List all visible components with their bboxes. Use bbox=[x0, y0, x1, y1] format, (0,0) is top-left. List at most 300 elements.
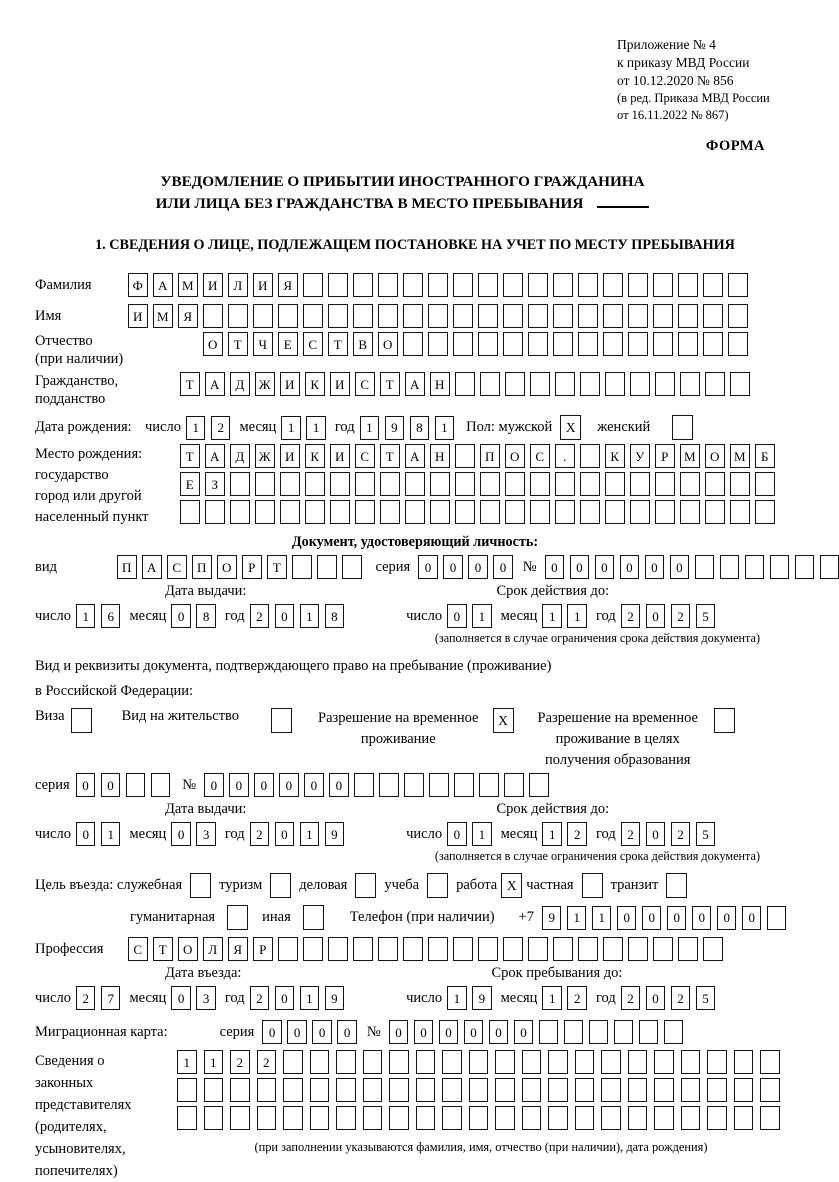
char-cell[interactable] bbox=[355, 500, 375, 524]
doc-kind-cells[interactable] bbox=[117, 555, 362, 579]
char-cell[interactable] bbox=[760, 1078, 780, 1102]
char-cell[interactable] bbox=[505, 472, 525, 496]
char-cell[interactable] bbox=[703, 937, 723, 961]
char-cell[interactable]: 2 bbox=[671, 986, 691, 1010]
doc-issue-day-cells[interactable] bbox=[76, 604, 121, 628]
char-cell[interactable] bbox=[553, 332, 573, 356]
char-cell[interactable]: О bbox=[217, 555, 237, 579]
char-cell[interactable] bbox=[126, 773, 146, 797]
char-cell[interactable]: 0 bbox=[742, 906, 762, 930]
char-cell[interactable] bbox=[503, 273, 523, 297]
char-cell[interactable]: 1 bbox=[186, 416, 206, 440]
char-cell[interactable]: 2 bbox=[250, 822, 270, 846]
checkbox-purpose-study[interactable] bbox=[427, 873, 448, 898]
char-cell[interactable] bbox=[442, 1106, 462, 1130]
char-cell[interactable] bbox=[180, 500, 200, 524]
char-cell[interactable]: 9 bbox=[325, 986, 345, 1010]
char-cell[interactable] bbox=[795, 555, 815, 579]
char-cell[interactable] bbox=[522, 1050, 542, 1074]
char-cell[interactable]: И bbox=[330, 444, 350, 468]
char-cell[interactable]: 1 bbox=[435, 416, 455, 440]
birthplace-cells-row3[interactable] bbox=[180, 500, 775, 524]
char-cell[interactable] bbox=[760, 1050, 780, 1074]
char-cell[interactable] bbox=[453, 332, 473, 356]
char-cell[interactable]: 1 bbox=[177, 1050, 197, 1074]
char-cell[interactable] bbox=[177, 1078, 197, 1102]
char-cell[interactable]: А bbox=[142, 555, 162, 579]
char-cell[interactable] bbox=[204, 1078, 224, 1102]
char-cell[interactable] bbox=[730, 372, 750, 396]
char-cell[interactable] bbox=[504, 773, 524, 797]
char-cell[interactable]: 0 bbox=[545, 555, 565, 579]
char-cell[interactable] bbox=[730, 472, 750, 496]
char-cell[interactable] bbox=[380, 500, 400, 524]
doc-issue-year-cells[interactable] bbox=[250, 604, 345, 628]
name-cells[interactable] bbox=[128, 304, 748, 328]
char-cell[interactable]: Р bbox=[253, 937, 273, 961]
char-cell[interactable]: 1 bbox=[101, 822, 121, 846]
char-cell[interactable] bbox=[820, 555, 839, 579]
char-cell[interactable]: 0 bbox=[667, 906, 687, 930]
char-cell[interactable] bbox=[734, 1050, 754, 1074]
char-cell[interactable] bbox=[720, 555, 740, 579]
char-cell[interactable]: 0 bbox=[464, 1020, 484, 1044]
char-cell[interactable]: Ж bbox=[255, 372, 275, 396]
char-cell[interactable] bbox=[528, 273, 548, 297]
char-cell[interactable] bbox=[455, 372, 475, 396]
char-cell[interactable]: 2 bbox=[621, 604, 641, 628]
char-cell[interactable]: О bbox=[178, 937, 198, 961]
char-cell[interactable] bbox=[305, 472, 325, 496]
char-cell[interactable] bbox=[255, 500, 275, 524]
char-cell[interactable] bbox=[530, 372, 550, 396]
checkbox-purpose-transit[interactable] bbox=[666, 873, 687, 898]
char-cell[interactable] bbox=[614, 1020, 634, 1044]
stay-year-cells[interactable] bbox=[621, 986, 716, 1010]
char-cell[interactable]: 8 bbox=[325, 604, 345, 628]
migration-number-cells[interactable] bbox=[389, 1020, 684, 1044]
char-cell[interactable] bbox=[379, 773, 399, 797]
entry-month-cells[interactable] bbox=[171, 986, 216, 1010]
char-cell[interactable] bbox=[336, 1050, 356, 1074]
char-cell[interactable] bbox=[430, 472, 450, 496]
char-cell[interactable] bbox=[630, 372, 650, 396]
char-cell[interactable]: 0 bbox=[595, 555, 615, 579]
char-cell[interactable] bbox=[278, 937, 298, 961]
char-cell[interactable] bbox=[530, 500, 550, 524]
char-cell[interactable] bbox=[303, 304, 323, 328]
char-cell[interactable] bbox=[330, 472, 350, 496]
char-cell[interactable] bbox=[654, 1078, 674, 1102]
char-cell[interactable]: 1 bbox=[542, 604, 562, 628]
char-cell[interactable]: О bbox=[505, 444, 525, 468]
char-cell[interactable]: 0 bbox=[670, 555, 690, 579]
char-cell[interactable]: 0 bbox=[275, 604, 295, 628]
birth-day-cells[interactable] bbox=[186, 416, 231, 440]
char-cell[interactable] bbox=[430, 500, 450, 524]
char-cell[interactable] bbox=[378, 937, 398, 961]
char-cell[interactable] bbox=[589, 1020, 609, 1044]
char-cell[interactable] bbox=[353, 937, 373, 961]
char-cell[interactable]: Т bbox=[153, 937, 173, 961]
char-cell[interactable] bbox=[336, 1078, 356, 1102]
char-cell[interactable]: 2 bbox=[621, 822, 641, 846]
phone-cells[interactable] bbox=[542, 906, 787, 930]
char-cell[interactable]: 9 bbox=[325, 822, 345, 846]
char-cell[interactable] bbox=[205, 500, 225, 524]
char-cell[interactable]: Т bbox=[228, 332, 248, 356]
char-cell[interactable]: 0 bbox=[443, 555, 463, 579]
char-cell[interactable]: 0 bbox=[514, 1020, 534, 1044]
char-cell[interactable]: 0 bbox=[279, 773, 299, 797]
char-cell[interactable] bbox=[603, 937, 623, 961]
char-cell[interactable]: Т bbox=[380, 444, 400, 468]
char-cell[interactable] bbox=[575, 1050, 595, 1074]
char-cell[interactable]: 2 bbox=[671, 822, 691, 846]
char-cell[interactable] bbox=[455, 444, 475, 468]
char-cell[interactable] bbox=[203, 304, 223, 328]
char-cell[interactable]: С bbox=[167, 555, 187, 579]
char-cell[interactable]: 1 bbox=[76, 604, 96, 628]
checkbox-purpose-private[interactable] bbox=[582, 873, 603, 898]
char-cell[interactable]: 9 bbox=[472, 986, 492, 1010]
stay-day-cells[interactable] bbox=[447, 986, 492, 1010]
char-cell[interactable]: И bbox=[280, 444, 300, 468]
char-cell[interactable] bbox=[303, 937, 323, 961]
char-cell[interactable] bbox=[328, 304, 348, 328]
char-cell[interactable] bbox=[680, 472, 700, 496]
char-cell[interactable] bbox=[280, 472, 300, 496]
char-cell[interactable] bbox=[479, 773, 499, 797]
char-cell[interactable]: Н bbox=[430, 444, 450, 468]
char-cell[interactable] bbox=[353, 273, 373, 297]
char-cell[interactable] bbox=[405, 472, 425, 496]
char-cell[interactable] bbox=[630, 500, 650, 524]
char-cell[interactable] bbox=[151, 773, 171, 797]
char-cell[interactable]: 2 bbox=[621, 986, 641, 1010]
doc-series-cells[interactable] bbox=[418, 555, 513, 579]
char-cell[interactable] bbox=[328, 937, 348, 961]
char-cell[interactable] bbox=[428, 273, 448, 297]
char-cell[interactable] bbox=[553, 273, 573, 297]
entry-year-cells[interactable] bbox=[250, 986, 345, 1010]
char-cell[interactable]: 1 bbox=[472, 822, 492, 846]
char-cell[interactable] bbox=[495, 1078, 515, 1102]
char-cell[interactable]: 1 bbox=[360, 416, 380, 440]
char-cell[interactable]: 0 bbox=[262, 1020, 282, 1044]
char-cell[interactable] bbox=[257, 1106, 277, 1130]
char-cell[interactable]: 0 bbox=[76, 773, 96, 797]
char-cell[interactable] bbox=[681, 1078, 701, 1102]
char-cell[interactable]: 1 bbox=[592, 906, 612, 930]
checkbox-female[interactable] bbox=[672, 415, 693, 440]
char-cell[interactable] bbox=[280, 500, 300, 524]
char-cell[interactable]: У bbox=[630, 444, 650, 468]
char-cell[interactable]: . bbox=[555, 444, 575, 468]
char-cell[interactable] bbox=[228, 304, 248, 328]
char-cell[interactable] bbox=[453, 273, 473, 297]
char-cell[interactable] bbox=[728, 273, 748, 297]
entry-day-cells[interactable] bbox=[76, 986, 121, 1010]
char-cell[interactable] bbox=[389, 1078, 409, 1102]
char-cell[interactable] bbox=[664, 1020, 684, 1044]
char-cell[interactable] bbox=[355, 472, 375, 496]
char-cell[interactable]: А bbox=[405, 372, 425, 396]
char-cell[interactable]: Т bbox=[328, 332, 348, 356]
char-cell[interactable] bbox=[605, 372, 625, 396]
char-cell[interactable]: И bbox=[280, 372, 300, 396]
char-cell[interactable] bbox=[469, 1050, 489, 1074]
char-cell[interactable] bbox=[728, 304, 748, 328]
char-cell[interactable] bbox=[278, 304, 298, 328]
char-cell[interactable]: 1 bbox=[472, 604, 492, 628]
char-cell[interactable] bbox=[555, 372, 575, 396]
char-cell[interactable] bbox=[678, 304, 698, 328]
char-cell[interactable] bbox=[328, 273, 348, 297]
checkbox-purpose-humanitarian[interactable] bbox=[227, 905, 248, 930]
char-cell[interactable]: 6 bbox=[101, 604, 121, 628]
char-cell[interactable]: Е bbox=[180, 472, 200, 496]
char-cell[interactable]: 2 bbox=[250, 604, 270, 628]
char-cell[interactable]: 0 bbox=[645, 555, 665, 579]
char-cell[interactable]: М bbox=[153, 304, 173, 328]
char-cell[interactable]: Б bbox=[755, 444, 775, 468]
doc-number-cells[interactable] bbox=[545, 555, 839, 579]
char-cell[interactable]: 0 bbox=[337, 1020, 357, 1044]
profession-cells[interactable] bbox=[128, 937, 723, 961]
char-cell[interactable] bbox=[428, 332, 448, 356]
char-cell[interactable] bbox=[767, 906, 787, 930]
char-cell[interactable] bbox=[478, 937, 498, 961]
surname-cells[interactable] bbox=[128, 273, 748, 297]
char-cell[interactable]: 0 bbox=[171, 822, 191, 846]
char-cell[interactable]: О bbox=[203, 332, 223, 356]
char-cell[interactable] bbox=[548, 1078, 568, 1102]
char-cell[interactable] bbox=[342, 555, 362, 579]
char-cell[interactable] bbox=[528, 304, 548, 328]
char-cell[interactable] bbox=[539, 1020, 559, 1044]
char-cell[interactable]: М bbox=[178, 273, 198, 297]
char-cell[interactable] bbox=[760, 1106, 780, 1130]
char-cell[interactable] bbox=[770, 555, 790, 579]
char-cell[interactable] bbox=[578, 304, 598, 328]
char-cell[interactable] bbox=[389, 1050, 409, 1074]
char-cell[interactable]: Т bbox=[267, 555, 287, 579]
char-cell[interactable] bbox=[695, 555, 715, 579]
char-cell[interactable]: 7 bbox=[101, 986, 121, 1010]
char-cell[interactable]: 0 bbox=[489, 1020, 509, 1044]
char-cell[interactable]: Е bbox=[278, 332, 298, 356]
char-cell[interactable]: 2 bbox=[250, 986, 270, 1010]
char-cell[interactable] bbox=[363, 1106, 383, 1130]
char-cell[interactable]: С bbox=[355, 372, 375, 396]
checkbox-purpose-other[interactable] bbox=[303, 905, 324, 930]
char-cell[interactable] bbox=[628, 304, 648, 328]
doc-valid-year-cells[interactable] bbox=[621, 604, 716, 628]
char-cell[interactable] bbox=[503, 937, 523, 961]
char-cell[interactable] bbox=[380, 472, 400, 496]
char-cell[interactable]: Я bbox=[228, 937, 248, 961]
char-cell[interactable] bbox=[363, 1078, 383, 1102]
char-cell[interactable] bbox=[416, 1050, 436, 1074]
char-cell[interactable] bbox=[601, 1106, 621, 1130]
permit-valid-day-cells[interactable] bbox=[447, 822, 492, 846]
char-cell[interactable]: Л bbox=[228, 273, 248, 297]
char-cell[interactable] bbox=[283, 1050, 303, 1074]
char-cell[interactable]: 1 bbox=[567, 906, 587, 930]
char-cell[interactable]: 0 bbox=[646, 986, 666, 1010]
permit-issue-month-cells[interactable] bbox=[171, 822, 216, 846]
char-cell[interactable]: 5 bbox=[696, 822, 716, 846]
char-cell[interactable] bbox=[580, 372, 600, 396]
char-cell[interactable] bbox=[453, 304, 473, 328]
checkbox-purpose-work[interactable]: X bbox=[501, 873, 522, 898]
char-cell[interactable]: 1 bbox=[204, 1050, 224, 1074]
char-cell[interactable] bbox=[405, 500, 425, 524]
char-cell[interactable]: 0 bbox=[646, 604, 666, 628]
char-cell[interactable] bbox=[628, 937, 648, 961]
char-cell[interactable]: 9 bbox=[542, 906, 562, 930]
char-cell[interactable] bbox=[177, 1106, 197, 1130]
char-cell[interactable] bbox=[578, 937, 598, 961]
char-cell[interactable] bbox=[478, 304, 498, 328]
checkbox-temp-permit-edu[interactable] bbox=[714, 708, 735, 733]
char-cell[interactable]: С bbox=[530, 444, 550, 468]
char-cell[interactable] bbox=[578, 273, 598, 297]
char-cell[interactable]: 5 bbox=[696, 604, 716, 628]
doc-valid-day-cells[interactable] bbox=[447, 604, 492, 628]
char-cell[interactable] bbox=[480, 372, 500, 396]
char-cell[interactable] bbox=[628, 332, 648, 356]
char-cell[interactable] bbox=[455, 500, 475, 524]
char-cell[interactable] bbox=[416, 1078, 436, 1102]
birthplace-cells-row1[interactable] bbox=[180, 444, 775, 468]
char-cell[interactable] bbox=[403, 304, 423, 328]
char-cell[interactable] bbox=[522, 1078, 542, 1102]
char-cell[interactable] bbox=[745, 555, 765, 579]
char-cell[interactable] bbox=[442, 1078, 462, 1102]
permit-issue-year-cells[interactable] bbox=[250, 822, 345, 846]
checkbox-residence-permit[interactable] bbox=[271, 708, 292, 733]
char-cell[interactable] bbox=[528, 332, 548, 356]
char-cell[interactable]: 0 bbox=[493, 555, 513, 579]
char-cell[interactable] bbox=[403, 937, 423, 961]
char-cell[interactable] bbox=[336, 1106, 356, 1130]
char-cell[interactable] bbox=[628, 1106, 648, 1130]
char-cell[interactable]: 2 bbox=[211, 416, 231, 440]
char-cell[interactable] bbox=[292, 555, 312, 579]
char-cell[interactable] bbox=[530, 472, 550, 496]
char-cell[interactable] bbox=[681, 1050, 701, 1074]
char-cell[interactable] bbox=[707, 1106, 727, 1130]
char-cell[interactable]: П bbox=[117, 555, 137, 579]
char-cell[interactable] bbox=[389, 1106, 409, 1130]
char-cell[interactable]: 1 bbox=[306, 416, 326, 440]
char-cell[interactable]: Р bbox=[242, 555, 262, 579]
char-cell[interactable]: 0 bbox=[418, 555, 438, 579]
char-cell[interactable] bbox=[703, 273, 723, 297]
char-cell[interactable] bbox=[680, 372, 700, 396]
char-cell[interactable]: 2 bbox=[257, 1050, 277, 1074]
char-cell[interactable] bbox=[580, 500, 600, 524]
char-cell[interactable] bbox=[495, 1050, 515, 1074]
char-cell[interactable] bbox=[404, 773, 424, 797]
char-cell[interactable]: 0 bbox=[468, 555, 488, 579]
char-cell[interactable]: 0 bbox=[275, 822, 295, 846]
char-cell[interactable]: 0 bbox=[642, 906, 662, 930]
birthplace-cells-row2[interactable] bbox=[180, 472, 775, 496]
char-cell[interactable] bbox=[363, 1050, 383, 1074]
char-cell[interactable] bbox=[605, 500, 625, 524]
char-cell[interactable]: 1 bbox=[567, 604, 587, 628]
char-cell[interactable] bbox=[678, 332, 698, 356]
char-cell[interactable]: Ж bbox=[255, 444, 275, 468]
char-cell[interactable]: В bbox=[353, 332, 373, 356]
char-cell[interactable] bbox=[469, 1078, 489, 1102]
char-cell[interactable]: 8 bbox=[196, 604, 216, 628]
birth-year-cells[interactable] bbox=[360, 416, 455, 440]
char-cell[interactable]: 0 bbox=[204, 773, 224, 797]
permit-issue-day-cells[interactable] bbox=[76, 822, 121, 846]
char-cell[interactable] bbox=[257, 1078, 277, 1102]
char-cell[interactable]: С bbox=[128, 937, 148, 961]
char-cell[interactable]: 1 bbox=[300, 604, 320, 628]
char-cell[interactable] bbox=[605, 472, 625, 496]
char-cell[interactable]: 0 bbox=[76, 822, 96, 846]
char-cell[interactable] bbox=[703, 304, 723, 328]
char-cell[interactable] bbox=[639, 1020, 659, 1044]
char-cell[interactable] bbox=[442, 1050, 462, 1074]
char-cell[interactable]: 0 bbox=[692, 906, 712, 930]
char-cell[interactable]: Я bbox=[178, 304, 198, 328]
char-cell[interactable] bbox=[705, 472, 725, 496]
char-cell[interactable]: 1 bbox=[542, 986, 562, 1010]
char-cell[interactable]: 0 bbox=[287, 1020, 307, 1044]
char-cell[interactable]: 3 bbox=[196, 986, 216, 1010]
char-cell[interactable] bbox=[317, 555, 337, 579]
representatives-cells-row1[interactable] bbox=[177, 1050, 795, 1074]
char-cell[interactable] bbox=[553, 937, 573, 961]
char-cell[interactable] bbox=[354, 773, 374, 797]
char-cell[interactable]: Я bbox=[278, 273, 298, 297]
char-cell[interactable] bbox=[601, 1050, 621, 1074]
checkbox-purpose-official[interactable] bbox=[190, 873, 211, 898]
char-cell[interactable]: 2 bbox=[76, 986, 96, 1010]
char-cell[interactable] bbox=[601, 1078, 621, 1102]
char-cell[interactable]: И bbox=[203, 273, 223, 297]
char-cell[interactable] bbox=[310, 1078, 330, 1102]
char-cell[interactable] bbox=[628, 273, 648, 297]
char-cell[interactable] bbox=[204, 1106, 224, 1130]
char-cell[interactable]: 2 bbox=[567, 822, 587, 846]
char-cell[interactable]: Т bbox=[180, 444, 200, 468]
char-cell[interactable] bbox=[303, 273, 323, 297]
char-cell[interactable] bbox=[453, 937, 473, 961]
char-cell[interactable] bbox=[705, 500, 725, 524]
char-cell[interactable]: 0 bbox=[646, 822, 666, 846]
checkbox-temp-permit[interactable]: X bbox=[493, 708, 514, 733]
char-cell[interactable]: П bbox=[480, 444, 500, 468]
char-cell[interactable]: Д bbox=[230, 444, 250, 468]
char-cell[interactable]: 0 bbox=[312, 1020, 332, 1044]
char-cell[interactable]: Р bbox=[655, 444, 675, 468]
char-cell[interactable]: 0 bbox=[620, 555, 640, 579]
checkbox-male[interactable]: X bbox=[560, 415, 581, 440]
char-cell[interactable] bbox=[653, 937, 673, 961]
char-cell[interactable] bbox=[654, 1106, 674, 1130]
char-cell[interactable]: 0 bbox=[389, 1020, 409, 1044]
permit-valid-year-cells[interactable] bbox=[621, 822, 716, 846]
